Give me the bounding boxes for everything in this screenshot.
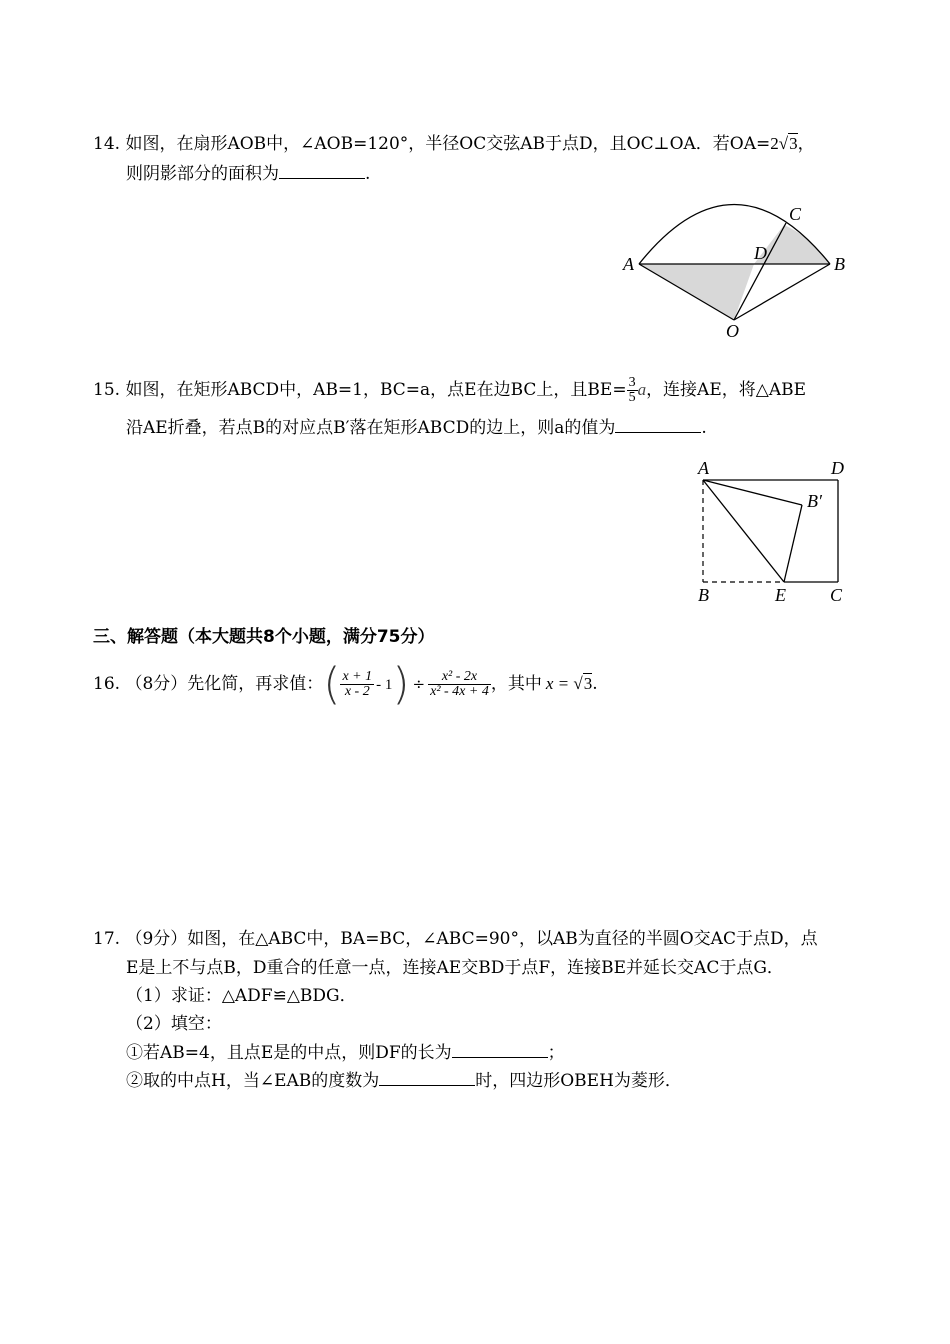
q14-label-c: C — [789, 204, 802, 224]
q17-line5: ①若AB=4，且点E是的中点，则DF的长为 ； — [126, 1043, 565, 1063]
q14-shade-left — [639, 264, 754, 320]
section3-title: 三、解答题（本大题共8个小题，满分75分） — [93, 627, 435, 647]
q16-fraction1: $\frac{x + 1}{x - 2}$ — [342, 669, 373, 699]
q17-line1: 17. （9分）如图，在△ABC中，BA=BC，∠ABC=90°，以AB为直径的半圆O交AC于点D，点 — [93, 929, 818, 949]
q15-figure — [690, 455, 860, 610]
q17-line6: ②取的中点H，当∠EAB的度数为 时，四边形OBEH为菱形． — [126, 1071, 682, 1091]
q16-sqrt: √3 — [573, 674, 593, 693]
q15-line-bpe — [784, 505, 802, 582]
q14-line1: 14. 如图，在扇形AOB中，∠AOB=120°，半径OC交弦AB于点D，且OC⊥OA．若OA=2√3， — [93, 134, 815, 154]
q14-label-a: A — [623, 254, 634, 274]
q15-line2: 沿AE折叠，若点B的对应点B′落在矩形ABCD的边上，则a的值为 . — [126, 418, 707, 438]
q17-answer-blank-1[interactable] — [452, 1041, 548, 1058]
q14-label-o: O — [726, 321, 739, 341]
q14-answer-blank[interactable] — [279, 162, 365, 179]
q14-figure — [615, 198, 855, 348]
q14-label-b: B — [834, 254, 845, 274]
q14-sqrt: 2√3 — [770, 134, 798, 153]
q17-line3: （1）求证：△ADF≌△BDG． — [126, 986, 357, 1006]
q15-label-c: C — [830, 585, 843, 605]
q16-paren-left: ( — [323, 658, 341, 710]
q15-line-ae — [703, 480, 784, 582]
q14-line2: 则阴影部分的面积为 . — [126, 164, 371, 184]
q15-label-b: B — [698, 585, 709, 605]
q17-line4: （2）填空： — [126, 1014, 222, 1034]
q17-line2: E是上不与点B，D重合的任意一点，连接AE交BD于点F，连接BE并延长交AC于点G． — [126, 958, 784, 978]
q15-label-d: D — [831, 458, 844, 478]
q15-line1: 15. 如图，在矩形ABCD中，AB=1，BC=a，点E在边BC上，且BE= $\frac{3}{5}$ a，连接AE，将△ABE — [93, 375, 807, 405]
q15-text1: 15. 如图，在矩形ABCD中，AB=1，BC=a，点E在边BC上，且BE= — [93, 380, 627, 400]
q15-fraction: $\frac{3}{5}$ — [628, 375, 636, 405]
q15-label-a: A — [698, 458, 709, 478]
q16-paren-right: ) — [392, 658, 410, 710]
q15-label-bp: B′ — [807, 491, 822, 511]
q16-fraction2: $\frac{\text{x² - 2x}}{\text{x² - 4x + 4}}$ — [430, 669, 489, 699]
q15-line-abp — [703, 480, 802, 505]
q17-answer-blank-2[interactable] — [379, 1069, 475, 1086]
q15-label-e: E — [775, 585, 786, 605]
q14-label-d: D — [754, 243, 767, 263]
q15-answer-blank[interactable] — [615, 416, 701, 433]
q14-text2: 则阴影部分的面积为 — [126, 164, 279, 184]
q15-text2: 沿AE折叠，若点B的对应点B′落在矩形ABCD的边上，则a的值为 — [126, 418, 616, 438]
q14-text1: 14. 如图，在扇形AOB中，∠AOB=120°，半径OC交弦AB于点D，且OC⊥OA．若OA= — [93, 134, 771, 154]
q16-prefix: 16. （8分）先化简，再求值： — [93, 674, 324, 694]
q16-line: 16. （8分）先化简，再求值：( $\frac{x + 1}{x - 2}$ - 1) ÷ $\frac{\text{x² - 2x}}{\text{x² - 4x + 4}}$ ，其中 x = √3. — [93, 658, 598, 710]
